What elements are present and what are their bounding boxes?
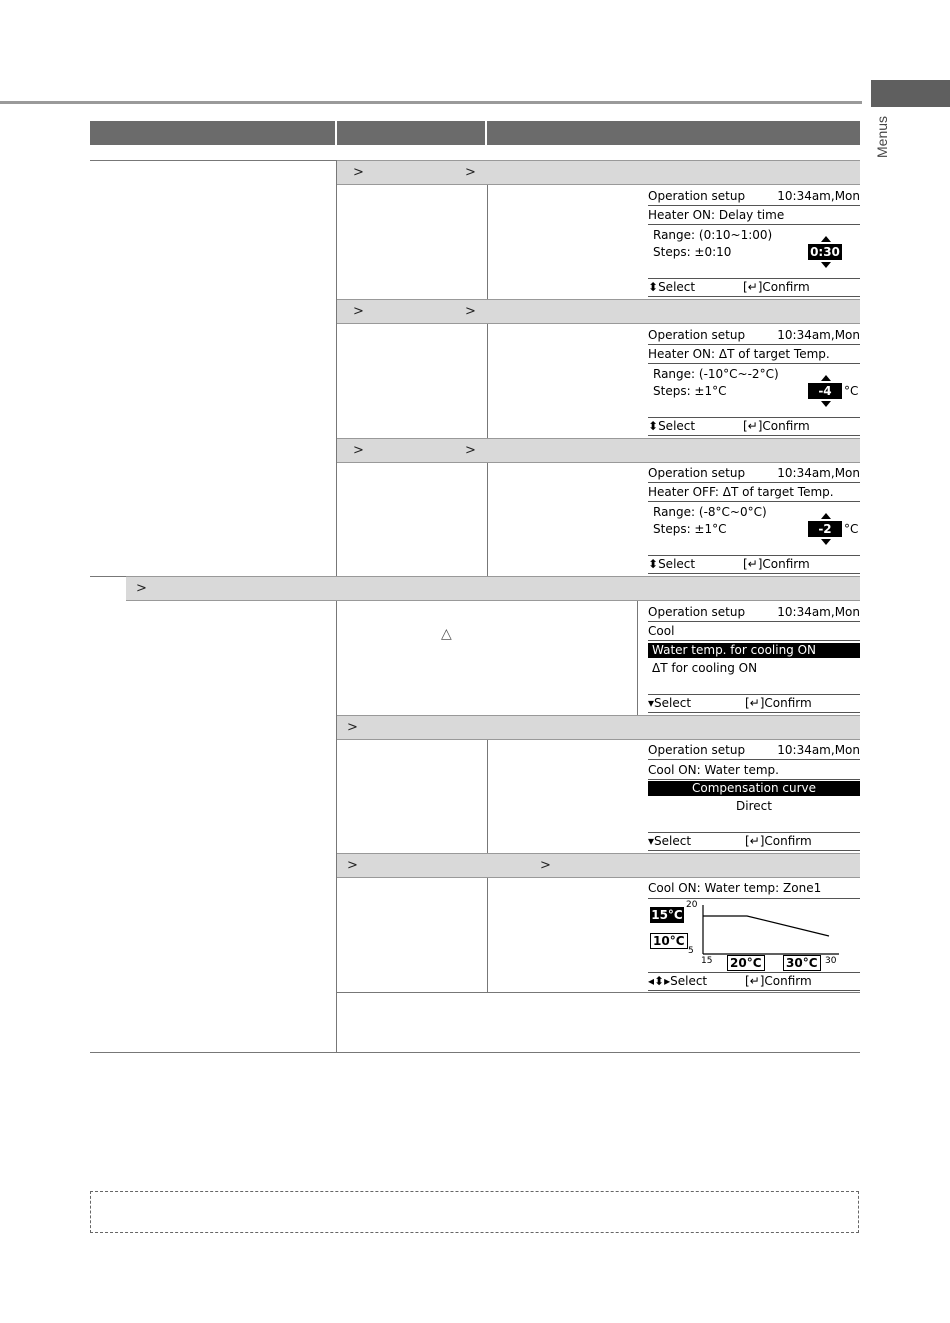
lcd-footer-confirm: [↵]Confirm: [743, 280, 810, 294]
lcd-time: 10:34am,Mon: [777, 328, 860, 342]
lcd-range: Range: (-10°C~-2°C): [653, 367, 779, 381]
lcd-cool-menu: [648, 605, 860, 713]
chevron-right-icon: >: [353, 443, 364, 458]
lcd-title: Heater OFF: ΔT of target Temp.: [648, 485, 834, 499]
table-bottom-rule: [90, 1052, 860, 1053]
top-rule: [0, 101, 862, 104]
lcd-time: 10:34am,Mon: [777, 189, 860, 203]
chevron-right-icon: >: [465, 443, 476, 458]
axis-x-right: 30: [825, 956, 837, 966]
down-arrow-icon: ▾: [648, 696, 655, 710]
lcd-footer-select: ⬍Select: [648, 557, 696, 571]
lcd-header: Operation setup: [648, 328, 746, 342]
menu-path-bar: [337, 299, 860, 324]
chevron-right-icon: >: [347, 858, 358, 873]
chevron-right-icon: >: [465, 304, 476, 319]
lcd-unit: °C: [844, 522, 859, 536]
lcd-footer-select: ▾Select: [648, 696, 692, 710]
section-label: Menus: [874, 115, 890, 158]
lcd-header: Operation setup: [648, 466, 746, 480]
column-divider: [336, 160, 337, 1052]
column-divider: [487, 878, 488, 992]
chevron-right-icon: >: [347, 720, 358, 735]
up-down-icon: ⬍: [648, 419, 659, 433]
lcd-value: 0:30: [808, 244, 842, 260]
lcd-heater-off-dt: [648, 466, 860, 574]
lcd-point1-x[interactable]: 20°C: [727, 955, 765, 971]
up-down-icon: ⬍: [648, 557, 659, 571]
lcd-heater-delay: [648, 189, 860, 297]
lcd-footer-confirm: [↵]Confirm: [743, 419, 810, 433]
lcd-time: 10:34am,Mon: [777, 466, 860, 480]
lcd-temp-high[interactable]: 15°C: [651, 908, 683, 922]
lcd-steps: Steps: ±1°C: [653, 384, 727, 398]
lcd-header: Operation setup: [648, 189, 746, 203]
table-header-col1: [90, 121, 335, 145]
lcd-unit: °C: [844, 384, 859, 398]
enter-icon: [↵]: [743, 280, 763, 294]
table-rule: [336, 992, 860, 993]
lcd-menu-option-selected[interactable]: Compensation curve: [648, 781, 860, 796]
lcd-footer-confirm: [↵]Confirm: [745, 696, 812, 710]
lcd-footer-confirm: [↵]Confirm: [745, 834, 812, 848]
column-divider: [487, 740, 488, 853]
lcd-footer-select: ⬍Select: [648, 419, 696, 433]
lcd-footer-confirm: [↵]Confirm: [745, 974, 812, 988]
lcd-footer-select: ▾Select: [648, 834, 692, 848]
table-rule: [90, 576, 126, 577]
lcd-time: 10:34am,Mon: [777, 605, 860, 619]
up-arrow-icon: [821, 236, 831, 242]
menu-path-bar: [337, 160, 860, 185]
column-divider: [487, 463, 488, 576]
lcd-heater-on-dt: [648, 328, 860, 436]
lcd-menu-option[interactable]: ΔT for cooling ON: [652, 661, 758, 675]
lcd-range: Range: (-8°C~0°C): [653, 505, 767, 519]
lcd-footer-select: ◂⬍▸Select: [648, 974, 708, 988]
down-arrow-icon: [821, 401, 831, 407]
axis-x-left: 15: [701, 956, 713, 966]
lcd-steps: Steps: ±1°C: [653, 522, 727, 536]
up-down-icon: ⬍: [648, 280, 659, 294]
lcd-cool-water-temp: [648, 743, 860, 851]
axis-y-top: 20: [686, 900, 698, 910]
enter-icon: [↵]: [743, 557, 763, 571]
down-arrow-icon: [821, 262, 831, 268]
table-header-col3: [487, 121, 860, 145]
lcd-range: Range: (0:10~1:00): [653, 228, 773, 242]
menu-path-bar: [337, 853, 860, 878]
enter-icon: [↵]: [743, 419, 763, 433]
menu-path-bar: [126, 576, 860, 601]
warning-triangle-icon: △: [441, 626, 452, 642]
lcd-value: -4: [808, 383, 842, 399]
up-arrow-icon: [821, 375, 831, 381]
column-divider: [487, 185, 488, 299]
enter-icon: [↵]: [745, 834, 765, 848]
note-box: [90, 1191, 859, 1233]
lcd-title: Heater ON: ΔT of target Temp.: [648, 347, 830, 361]
enter-icon: [↵]: [745, 974, 765, 988]
lcd-title: Cool ON: Water temp: Zone1: [648, 881, 822, 895]
chevron-right-icon: >: [136, 581, 147, 596]
lcd-menu-option-selected[interactable]: Water temp. for cooling ON: [648, 643, 860, 658]
chevron-right-icon: >: [353, 304, 364, 319]
lcd-value: -2: [808, 521, 842, 537]
lcd-point2-x[interactable]: 30°C: [783, 955, 821, 971]
chevron-right-icon: >: [540, 858, 551, 873]
lcd-footer-select: ⬍Select: [648, 280, 696, 294]
lcd-footer-confirm: [↵]Confirm: [743, 557, 810, 571]
up-arrow-icon: [821, 513, 831, 519]
table-header-col2: [337, 121, 485, 145]
lcd-header: Operation setup: [648, 743, 746, 757]
section-tab: [871, 80, 950, 107]
lcd-temp-low[interactable]: 10°C: [650, 933, 688, 949]
menu-path-bar: [337, 715, 860, 740]
lcd-header: Operation setup: [648, 605, 746, 619]
column-divider: [637, 601, 638, 715]
lcd-time: 10:34am,Mon: [777, 743, 860, 757]
lcd-menu-option[interactable]: Direct: [736, 799, 772, 813]
four-way-arrow-icon: ◂⬍▸: [648, 974, 671, 988]
axis-y-bottom: 5: [688, 946, 694, 956]
lcd-title: Heater ON: Delay time: [648, 208, 785, 222]
lcd-cool-zone1: [648, 881, 860, 991]
down-arrow-icon: [821, 539, 831, 545]
lcd-steps: Steps: ±0:10: [653, 245, 732, 259]
menu-path-bar: [337, 438, 860, 463]
column-divider: [487, 324, 488, 438]
chevron-right-icon: >: [465, 165, 476, 180]
lcd-title: Cool ON: Water temp.: [648, 763, 779, 777]
enter-icon: [↵]: [745, 696, 765, 710]
lcd-title: Cool: [648, 624, 675, 638]
chevron-right-icon: >: [353, 165, 364, 180]
down-arrow-icon: ▾: [648, 834, 655, 848]
